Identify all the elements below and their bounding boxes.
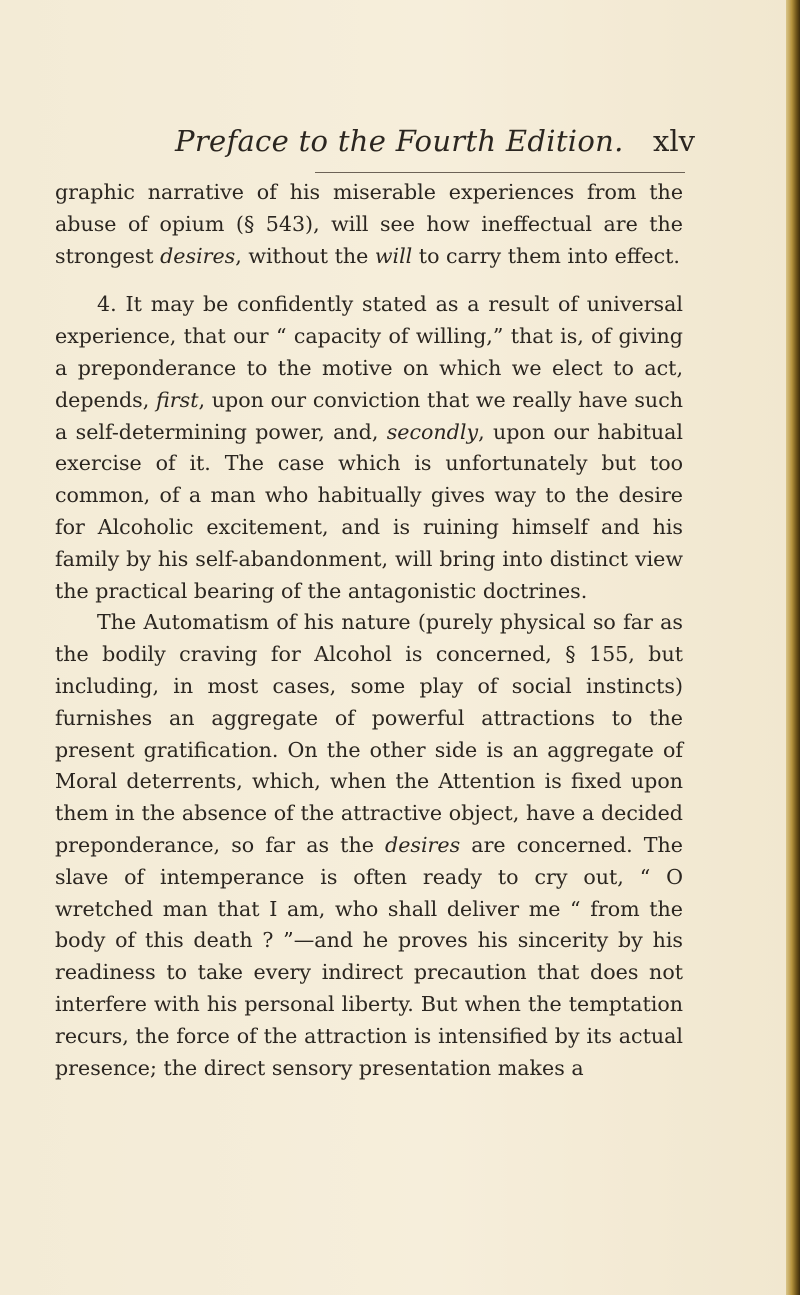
p1-emphasis-1: desires bbox=[160, 243, 236, 268]
p3-emphasis-1: desires bbox=[385, 832, 461, 857]
page-number: xlv bbox=[652, 124, 695, 158]
running-header bbox=[175, 124, 695, 164]
p2-emphasis-1: first bbox=[156, 387, 199, 412]
running-title: Preface to the Fourth Edition. bbox=[175, 124, 624, 158]
page-edge-binding bbox=[786, 0, 800, 1295]
page-body bbox=[55, 177, 683, 1084]
p2-text-1: 4. It may be confidently stated as a result of universal experience, that our “ capacity of willing,” that is, of giving a preponderance to the motive on which we elect to act, depends, bbox=[55, 292, 683, 412]
p3-text-1: The Automatism of his nature (purely physical so far as the bodily craving for Alcohol is concerned, § 155, but including, in most cases, some play of social instincts) furnishes an aggregate of powerful attractions to the present gratification. On the other side is an aggregate of Moral deterrents, which, when the Attention is fixed upon them in the absence of the attractive object, have a decided preponderance, so far as the bbox=[55, 610, 683, 857]
p2-text-3: , upon our habitual exercise of it. The case which is unfortunately but too common, of a man who habitually gives way to the desire for Alcoholic excitement, and is ruining himself and his family by his self-abandonment, will bring into distinct view the practical bearing of the antagonistic doctrines. bbox=[55, 419, 683, 603]
paragraph-1 bbox=[55, 177, 683, 272]
p1-text-1: graphic narrative of his miserable experiences from the abuse of opium (§ 543), will see how ineffectual are the strongest bbox=[55, 180, 683, 268]
paragraph-gap bbox=[55, 272, 683, 289]
p3-text-2: are concerned. The slave of intemperance is often ready to cry out, “ O wretched man that I am, who shall deliver me “ from the body of this death ? ”—and he proves his sincerity by his readiness to take every indirect precaution that does not interfere with his personal liberty. But when the temptation recurs, the force of the attraction is intensified by its actual presence; the direct sensory presentation makes a bbox=[55, 832, 683, 1080]
p1-text-3: to carry them into effect. bbox=[412, 243, 680, 268]
p2-text-2: , upon our conviction that we really have such a self-determining power, and, bbox=[55, 387, 683, 444]
p2-emphasis-2: secondly bbox=[386, 419, 479, 444]
p1-emphasis-2: will bbox=[374, 243, 413, 268]
p1-text-2: , without the bbox=[235, 243, 375, 268]
paragraph-3 bbox=[55, 607, 683, 1084]
paragraph-2 bbox=[55, 289, 683, 607]
header-rule bbox=[315, 172, 685, 173]
